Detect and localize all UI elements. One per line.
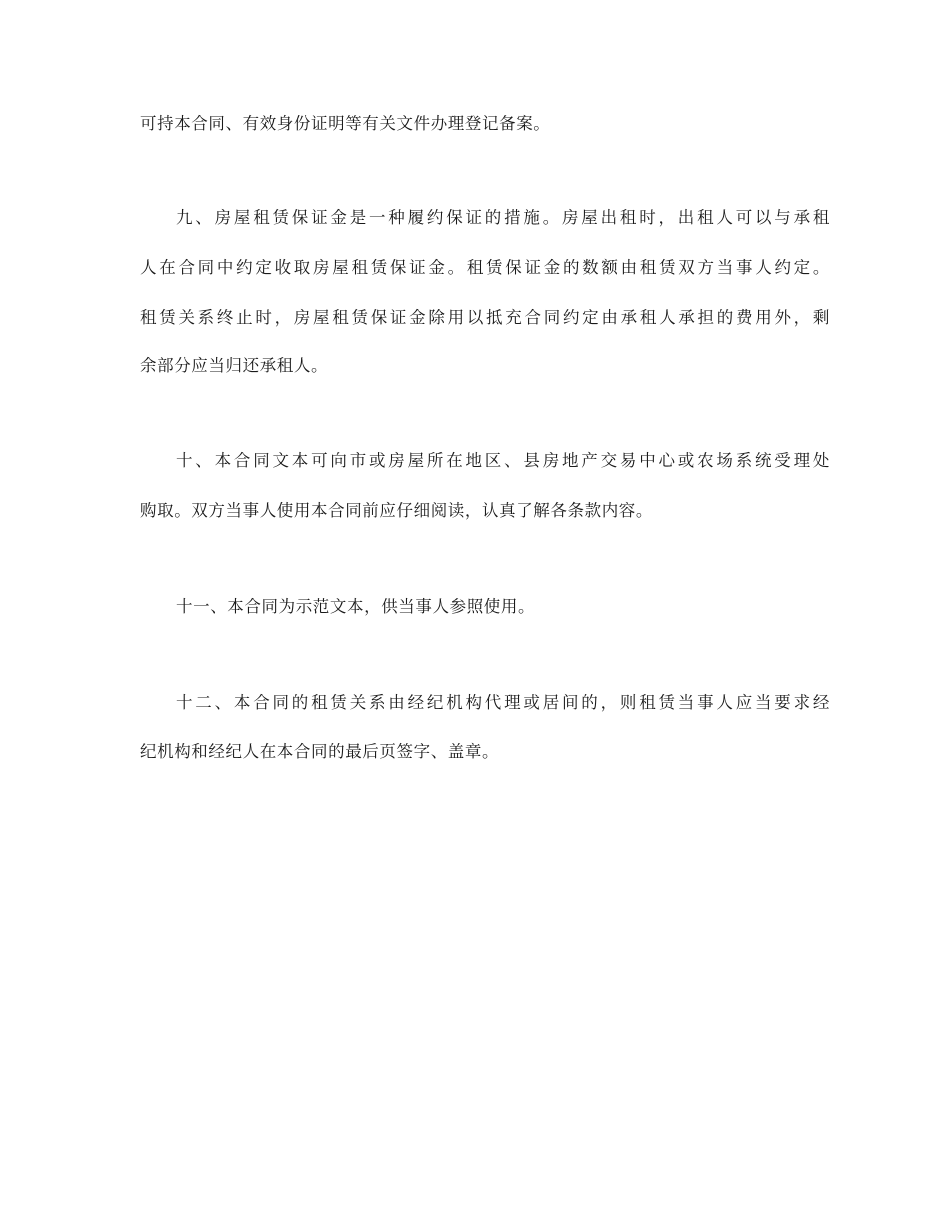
text-line: 人在合同中约定收取房屋租赁保证金。租赁保证金的数额由租赁双方当事人约定。 <box>140 258 830 277</box>
text-line: 租赁关系终止时，房屋租赁保证金除用以抵充合同约定由承租人承担的费用外，剩 <box>140 308 830 327</box>
text-line: 纪机构和经纪人在本合同的最后页签字、盖章。 <box>140 742 500 761</box>
text-line: 可持本合同、有效身份证明等有关文件办理登记备案。 <box>140 114 551 133</box>
text-line: 购取。双方当事人使用本合同前应仔细阅读，认真了解各条款内容。 <box>140 501 653 520</box>
text-line: 十二、本合同的租赁关系由经纪机构代理或居间的，则租赁当事人应当要求经 <box>176 693 830 712</box>
text-line: 九、房屋租赁保证金是一种履约保证的措施。房屋出租时，出租人可以与承租 <box>176 208 830 227</box>
text-line: 十一、本合同为示范文本，供当事人参照使用。 <box>176 597 536 616</box>
text-line: 十、本合同文本可向市或房屋所在地区、县房地产交易中心或农场系统受理处 <box>176 451 830 470</box>
text-line: 余部分应当归还承租人。 <box>140 356 329 375</box>
